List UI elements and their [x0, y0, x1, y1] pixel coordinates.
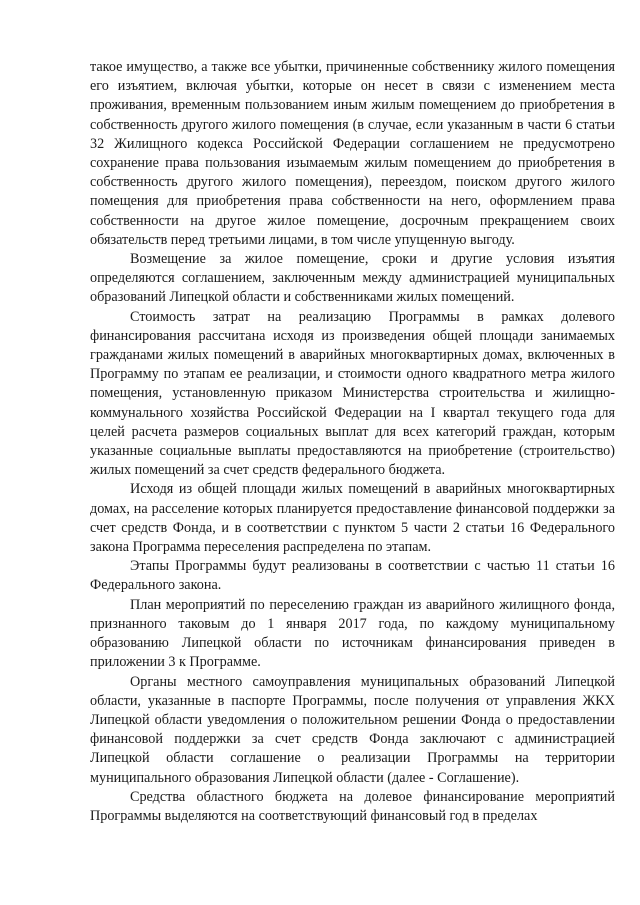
paragraph-2: Возмещение за жилое помещение, сроки и другие условия изъятия определяются соглашением, заключенным между администрацией муниципальных образований Липецкой области и собственниками жилых помещений. — [90, 251, 615, 306]
paragraph-5: Этапы Программы будут реализованы в соответствии с частью 11 статьи 16 Федерального закона. — [90, 558, 615, 594]
paragraph-7: Органы местного самоуправления муниципальных образований Липецкой области, указанные в паспорте Программы, после получения от управления ЖКХ Липецкой области уведомления о положительном решении Фонда о предоставлении финансовой поддержки за счет средств Фонда заключают с администрацией Липецкой области соглашение о реализации Программы на территории муниципального образования Липецкой области (далее - Соглашение). — [90, 673, 615, 786]
document-page — [90, 58, 615, 826]
paragraph-1: такое имущество, а также все убытки, причиненные собственнику жилого помещения его изъятием, включая убытки, которые он несет в связи с изменением места проживания, временным пользованием иным жилым помещением до приобретения в собственность другого жилого помещения (в случае, если указанным в части 6 статьи 32 Жилищного кодекса Российской Федерации соглашением не предусмотрено сохранение права пользования изымаемым жилым помещением до приобретения в собственность другого жилого помещения), переездом, поиском другого жилого помещения для приобретения права собственности на него, оформлением права собственности на другое жилое помещение, досрочным прекращением своих обязательств перед третьими лицами, в том числе упущенную выгоду. — [90, 59, 615, 248]
paragraph-8: Средства областного бюджета на долевое финансирование мероприятий Программы выделяются на соответствующий финансовый год в пределах — [90, 788, 615, 824]
paragraph-6: План мероприятий по переселению граждан из аварийного жилищного фонда, признанного таковым до 1 января 2017 года, по каждому муниципальному образованию Липецкой области по источникам финансирования приведен в приложении 3 к Программе. — [90, 596, 615, 671]
paragraph-4: Исходя из общей площади жилых помещений в аварийных многоквартирных домах, на расселение которых планируется предоставление финансовой поддержки за счет средств Фонда, и в соответствии с пунктом 5 части 2 статьи 16 Федерального закона Программа переселения распределена по этапам. — [90, 481, 615, 556]
paragraph-3: Стоимость затрат на реализацию Программы в рамках долевого финансирования рассчитана исходя из произведения общей площади занимаемых гражданами жилых помещений в аварийных многоквартирных домах, включенных в Программу по этапам ее реализации, и стоимости одного квадратного метра жилого помещения, установленную приказом Министерства строительства и жилищно-коммунального хозяйства Российской Федерации на I квартал текущего года для целей расчета размеров социальных выплат для всех категорий граждан, которым указанные социальные выплаты предоставляются на приобретение (строительство) жилых помещений за счет средств федерального бюджета. — [90, 308, 615, 479]
